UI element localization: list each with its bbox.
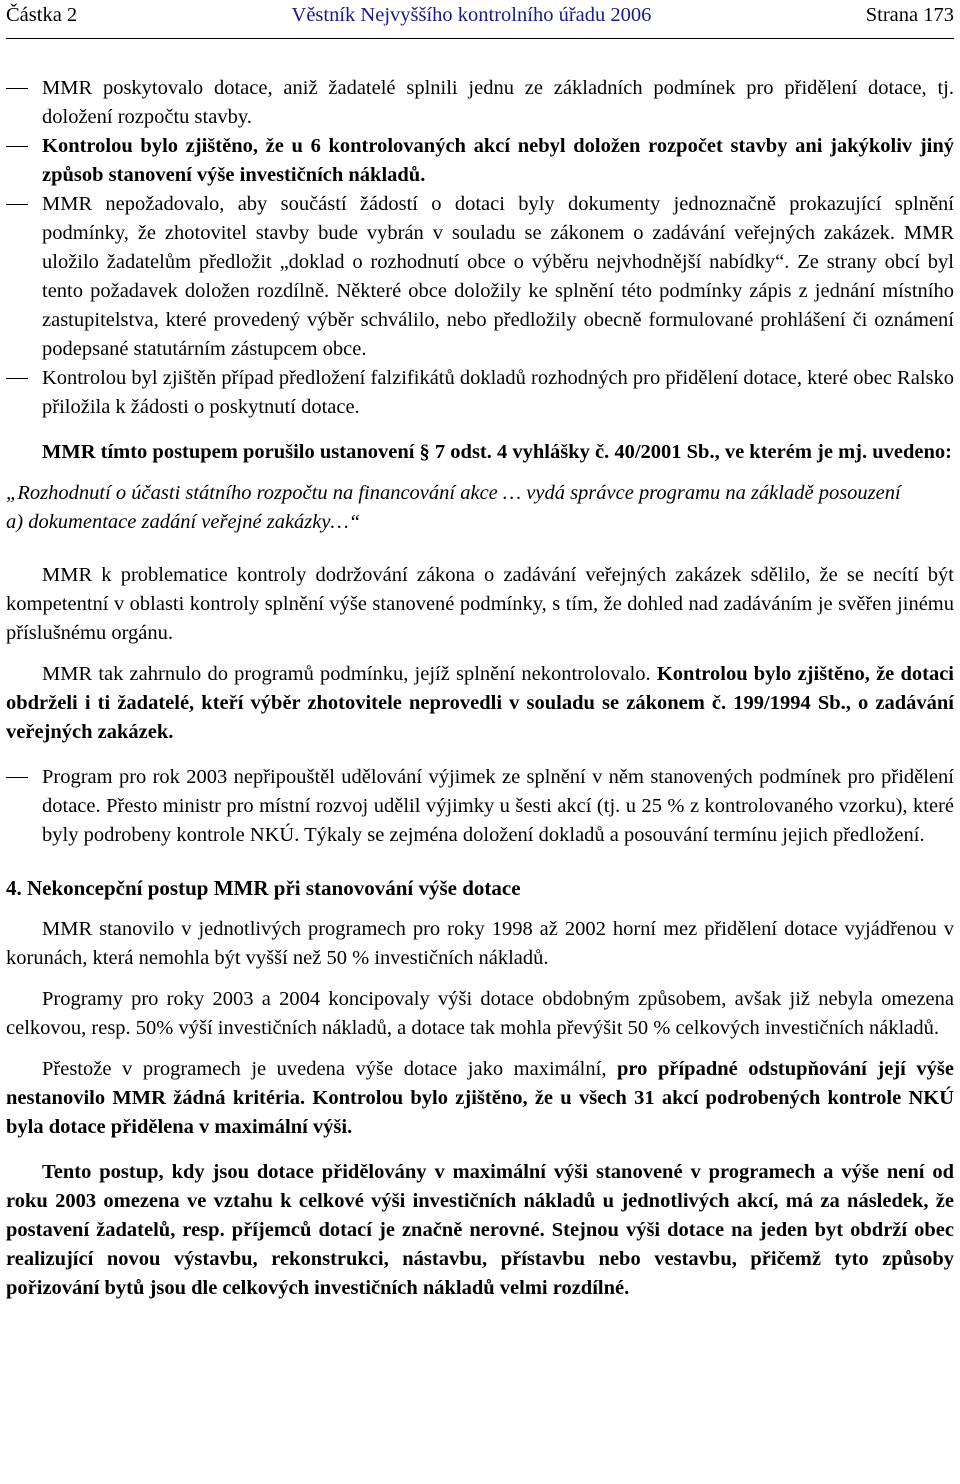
header-issue: Částka 2 xyxy=(6,4,78,26)
paragraph: MMR stanovilo v jednotlivých programech pro roky 1998 až 2002 horní mez přidělení dotace vyjádřenou v korunách, která nemohla být vyšší než 50 % investičních nákladů. xyxy=(6,918,954,969)
list-item-text: MMR nepožadovalo, aby součástí žádostí o dotaci byly dokumenty jednoznačně prokazující splnění podmínky, že zhotovitel stavby bude vybrán v souladu se zákonem o zadávání veřejných zakázek. MMR uložilo žadatelům předložit „doklad o rozhodnutí obce o výběru nejvhodnější nabídky“. Ze strany obcí byl tento požadavek doložen rozdílně. Některé obce doložily ke splnění této podmínky zápis z jednání místního zastupitelstva, které provedený výběr schválilo, nebo předložily obecně formulované prohlášení či oznámení podepsané statutárním zástupcem obce. xyxy=(42,193,954,360)
header-divider xyxy=(6,38,954,39)
header-page-number: Strana 173 xyxy=(865,4,954,26)
list-item-text: MMR poskytovalo dotace, aniž žadatelé splnili jednu ze základních podmínek pro přidělení dotace, tj. doložení rozpočtu stavby. xyxy=(42,77,954,128)
header-journal-title: Věstník Nejvyššího kontrolního úřadu 2006 xyxy=(291,4,652,26)
list-item-text: Kontrolou bylo zjištěno, že u 6 kontrolovaných akcí nebyl doložen rozpočet stavby ani jakýkoliv jiný způsob stanovení výše investičních nákladů. xyxy=(42,135,954,186)
paragraph-finding: Kontrolou bylo zjištěno, že dotaci obdrželi i ti žadatelé, kteří výběr zhotovitele neprovedli v souladu se zákonem č. 199/1994 Sb., o zadávání veřejných zakázek. xyxy=(6,663,954,743)
page-header xyxy=(6,2,954,28)
violation-statement: MMR tímto postupem porušilo ustanovení § 7 odst. 4 vyhlášky č. 40/2001 Sb., ve kterém je mj. uvedeno: xyxy=(42,441,952,463)
paragraph xyxy=(6,1055,954,1142)
paragraph-text: MMR tak zahrnulo do programů podmínku, jejíž splnění nekontrolovalo. xyxy=(42,663,657,685)
list-item-text: Kontrolou byl zjištěn případ předložení falzifikátů dokladů rozhodných pro přidělení dotace, které obec Ralsko přiložila k žádosti o poskytnutí dotace. xyxy=(42,367,954,418)
paragraph: MMR k problematice kontroly dodržování zákona o zadávání veřejných zakázek sdělilo, že se necítí být kompetentní v oblasti kontroly splnění výše stanovené podmínky, s tím, že dohled nad zadáváním je svěřen jinému příslušnému orgánu. xyxy=(6,564,954,644)
list-item xyxy=(6,132,954,190)
quote-line: a) dokumentace zadání veřejné zakázky…“ xyxy=(6,511,361,533)
page-content xyxy=(6,74,954,1303)
list-item xyxy=(6,74,954,132)
list-item xyxy=(6,364,954,422)
quote-line: „Rozhodnutí o účasti státního rozpočtu na financování akce … vydá správce programu na základě posouzení xyxy=(6,482,901,504)
list-item xyxy=(6,190,954,364)
list-item xyxy=(6,763,954,850)
paragraph xyxy=(6,660,954,747)
section-heading: 4. Nekoncepční postup MMR při stanovování výše dotace xyxy=(6,876,521,900)
paragraph-conclusion: Tento postup, kdy jsou dotace přidělovány v maximální výši stanovené v programech a výše není od roku 2003 omezena ve vztahu k celkové výši investičních nákladů u jednotlivých akcí, má za následek, že postavení žadatelů, resp. příjemců dotací je značně nerovné. Stejnou výši dotace na jeden byt obdrží obec realizující novou výstavbu, rekonstrukci, nástavbu, přístavbu nebo vestavbu, přičemž tyto způsoby pořizování bytů jsou dle celkových investičních nákladů velmi rozdílné. xyxy=(6,1161,954,1299)
paragraph-finding: pro případné odstupňování její výše nestanovilo MMR žádná kritéria. Kontrolou bylo zjištěno, že u všech 31 akcí podrobených kontrole NKÚ byla dotace přidělena v maximální výši. xyxy=(6,1058,954,1138)
list-item-text: Program pro rok 2003 nepřipouštěl udělování výjimek ze splnění v něm stanovených podmínek pro přidělení dotace. Přesto ministr pro místní rozvoj udělil výjimky u šesti akcí (tj. u 25 % z kontrolovaného vzorku), které byly podrobeny kontrole NKÚ. Týkaly se zejména doložení dokladů a posouvání termínu jejich předložení. xyxy=(42,766,954,846)
paragraph-text: Přestože v programech je uvedena výše dotace jako maximální, xyxy=(42,1058,618,1080)
paragraph: Programy pro roky 2003 a 2004 koncipovaly výši dotace obdobným způsobem, avšak již nebyla omezena celkovou, resp. 50% výší investičních nákladů, a dotace tak mohla převýšit 50 % celkových investičních nákladů. xyxy=(6,988,954,1039)
